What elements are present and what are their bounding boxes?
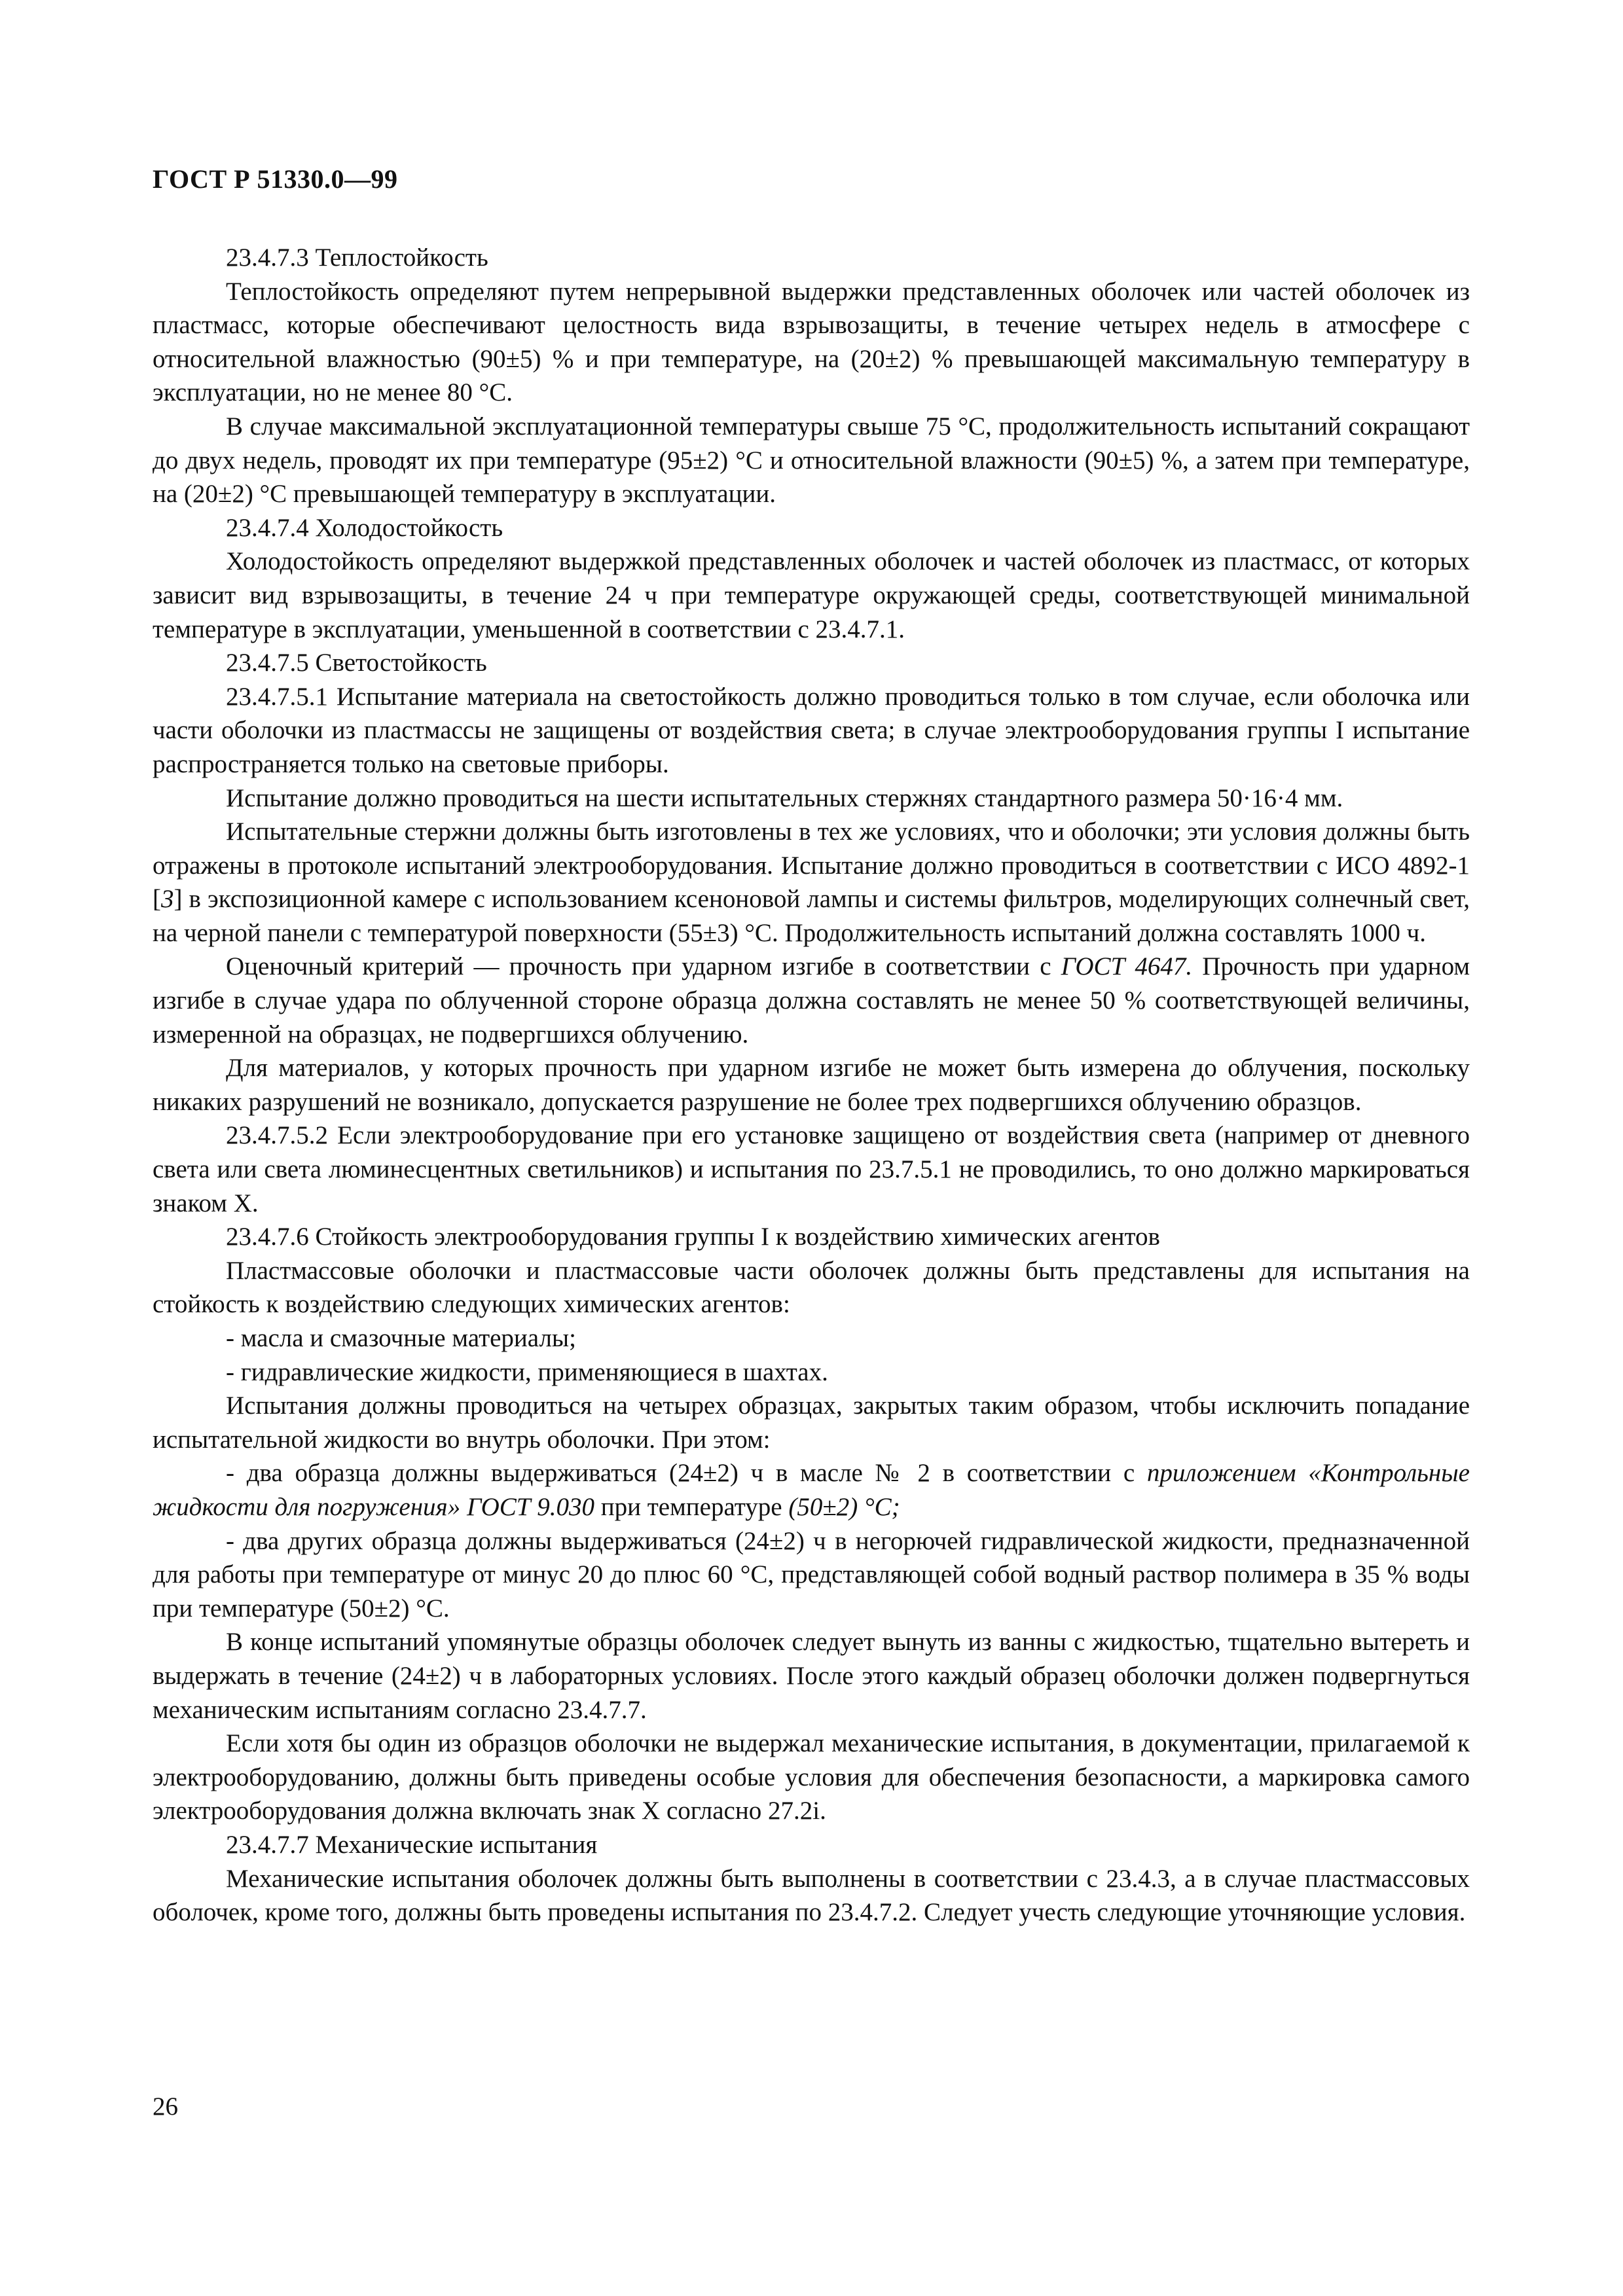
paragraph-text: 23.4.7.6 Стойкость электрооборудования группы I к воздействию химических агентов xyxy=(226,1223,1160,1251)
paragraph xyxy=(153,1355,1470,1390)
paragraph-text: Холодостойкость определяют выдержкой представленных оболочек и частей оболочек из пластмасс, от которых зависит вид взрывозащиты, в течение 24 ч при температуре окружающей среды, соответствующей минимальной температуре в эксплуатации, уменьшенной в соответствии с 23.4.7.1. xyxy=(153,547,1470,643)
paragraph xyxy=(153,1862,1470,1929)
paragraph-text: Механические испытания оболочек должны быть выполнены в соответствии с 23.4.3, а в случае пластмассовых оболочек, кроме того, должны быть проведены испытания по 23.4.7.2. Следует учесть следующие уточняющие условия. xyxy=(153,1864,1470,1927)
paragraph xyxy=(153,781,1470,816)
paragraph-text: 23.4.7.7 Механические испытания xyxy=(226,1830,598,1859)
paragraph-text: - два образца должны выдерживаться (24±2) ч в масле № 2 в соответствии с xyxy=(226,1459,1147,1488)
document-body xyxy=(153,241,1470,1929)
paragraph xyxy=(153,1456,1470,1524)
paragraph-text: 23.4.7.5 Светостойкость xyxy=(226,649,487,677)
paragraph xyxy=(153,815,1470,950)
italic-reference: 3 xyxy=(161,885,174,914)
paragraph-text: 23.4.7.3 Теплостойкость xyxy=(226,243,488,272)
paragraph-text: - гидравлические жидкости, применяющиеся в шахтах. xyxy=(226,1357,828,1386)
italic-reference: (50±2) °С; xyxy=(788,1492,900,1521)
paragraph xyxy=(153,1625,1470,1727)
paragraph-text: ] в экспозиционной камере с использованием ксеноновой лампы и системы фильтров, моделирующих солнечный свет, на черной панели с температурой поверхности (55±3) °С. Продолжительность испытаний должна составлять 1000 ч. xyxy=(153,885,1470,947)
paragraph xyxy=(153,1220,1470,1254)
paragraph xyxy=(153,511,1470,545)
paragraph-text: В конце испытаний упомянутые образцы оболочек следует вынуть из ванны с жидкостью, тщательно вытереть и выдержать в течение (24±2) ч в лабораторных условиях. После этого каждый образец оболочки должен подвергнуться механическим испытаниям согласно 23.4.7.7. xyxy=(153,1628,1470,1724)
paragraph xyxy=(153,1254,1470,1321)
paragraph xyxy=(153,646,1470,680)
paragraph xyxy=(153,1524,1470,1626)
paragraph xyxy=(153,275,1470,410)
paragraph xyxy=(153,410,1470,511)
paragraph-text: Испытания должны проводиться на четырех образцах, закрытых таким образом, чтобы исключить попадание испытательной жидкости во внутрь оболочки. При этом: xyxy=(153,1391,1470,1454)
paragraph-text: 23.4.7.5.2 Если электрооборудование при его установке защищено от воздействия света (например от дневного света или света люминесцентных светильников) и испытания по 23.7.5.1 не проводились, то оно должно маркироваться знаком X. xyxy=(153,1121,1470,1217)
paragraph-text: Прочность при ударном изгибе в случае удара по облученной стороне образца должна составлять не менее 50 % соответствующей величины, измеренной на образцах, не подвергшихся облучению. xyxy=(153,952,1470,1049)
paragraph-text: Оценочный критерий — прочность при ударном изгибе в соответствии с xyxy=(226,952,1061,981)
paragraph xyxy=(153,950,1470,1051)
paragraph xyxy=(153,680,1470,781)
paragraph-text: 23.4.7.4 Холодостойкость xyxy=(226,513,503,542)
paragraph xyxy=(153,1321,1470,1355)
paragraph-text: - масла и смазочные материалы; xyxy=(226,1324,576,1352)
paragraph-text: Испытание должно проводиться на шести испытательных стержнях стандартного размера 50·16·4 мм. xyxy=(226,783,1343,812)
italic-reference: приложением «Контрольные жидкости для погружения» ГОСТ 9.030 xyxy=(153,1459,1470,1521)
paragraph-text: Испытательные стержни должны быть изготовлены в тех же условиях, что и оболочки; эти условия должны быть отражены в протоколе испытаний электрооборудования. Испытание должно проводиться в соответствии с ИСО 4892-1 [ xyxy=(153,817,1470,914)
paragraph xyxy=(153,1727,1470,1828)
paragraph-text: - два других образца должны выдерживаться (24±2) ч в негорючей гидравлической жидкости, предназначенной для работы при температуре от минус 20 до плюс 60 °С, представляющей собой водный раствор полимера в 35 % воды при температуре (50±2) °С. xyxy=(153,1526,1470,1623)
paragraph xyxy=(153,241,1470,275)
paragraph-text: Для материалов, у которых прочность при ударном изгибе не может быть измерена до облучения, поскольку никаких разрушений не возникало, допускается разрушение не более трех подвергшихся облучению образцов. xyxy=(153,1054,1470,1116)
paragraph xyxy=(153,1389,1470,1456)
paragraph-text: Если хотя бы один из образцов оболочки не выдержал механические испытания, в документации, прилагаемой к электрооборудованию, должны быть приведены особые условия для обеспечения безопасности, а маркировка самого электрооборудования должна включать знак X согласно 27.2i. xyxy=(153,1729,1470,1825)
paragraph xyxy=(153,1828,1470,1862)
paragraph-text: 23.4.7.5.1 Испытание материала на светостойкость должно проводиться только в том случае, если оболочка или части оболочки из пластмассы не защищены от воздействия света; в случае электрооборудования группы I испытание распространяется только на световые приборы. xyxy=(153,682,1470,778)
paragraph-text: Пластмассовые оболочки и пластмассовые части оболочек должны быть представлены для испытания на стойкость к воздействию следующих химических агентов: xyxy=(153,1256,1470,1319)
paragraph xyxy=(153,545,1470,646)
paragraph xyxy=(153,1119,1470,1220)
paragraph-text: Теплостойкость определяют путем непрерывной выдержки представленных оболочек или частей оболочек из пластмасс, которые обеспечивают целостность вида взрывозащиты, в течение четырех недель в атмосфере с относительной влажностью (90±5) % и при температуре, на (20±2) % превышающей максимальную температуру в эксплуатации, но не менее 80 °С. xyxy=(153,277,1470,407)
paragraph-text: В случае максимальной эксплуатационной температуры свыше 75 °С, продолжительность испытаний сокращают до двух недель, проводят их при температуре (95±2) °С и относительной влажности (90±5) %, а затем при температуре, на (20±2) °С превышающей температуру в эксплуатации. xyxy=(153,412,1470,509)
page-number: 26 xyxy=(153,2092,178,2121)
document-header: ГОСТ Р 51330.0—99 xyxy=(153,164,398,194)
paragraph xyxy=(153,1051,1470,1119)
paragraph-text: при температуре xyxy=(594,1492,789,1521)
italic-reference: ГОСТ 4647. xyxy=(1061,952,1193,981)
